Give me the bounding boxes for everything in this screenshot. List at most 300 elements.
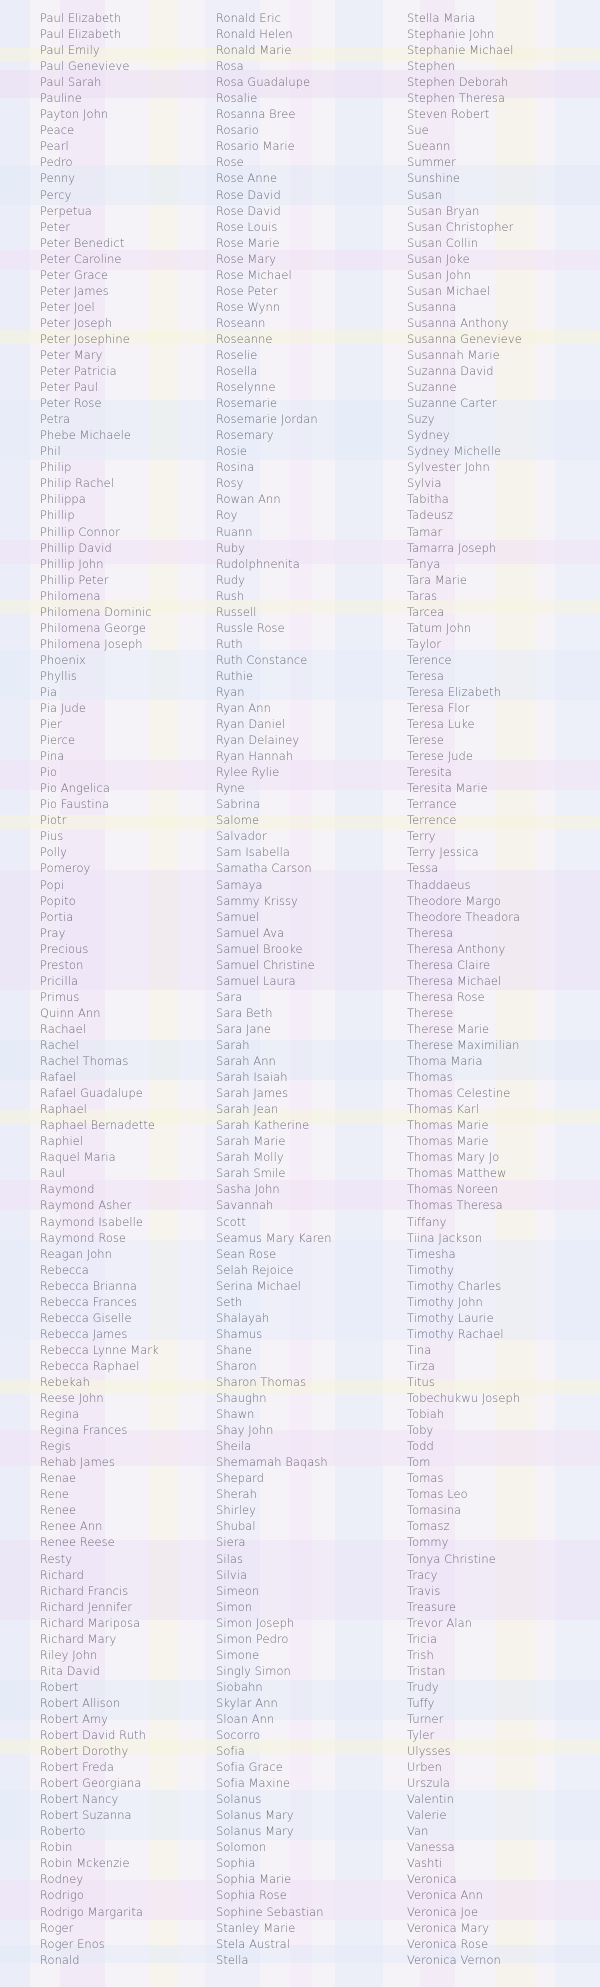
name-entry: Timothy Charles — [407, 1278, 502, 1293]
name-entry: Precious — [40, 941, 89, 956]
name-entry: Tamarra Joseph — [407, 540, 497, 555]
name-entry: Samuel — [216, 909, 260, 924]
name-entry: Sylvia — [407, 476, 442, 491]
name-entry: Samaya — [216, 877, 263, 892]
name-entry: Theresa Michael — [407, 973, 502, 988]
name-entry: Philomena George — [40, 620, 147, 635]
name-entry: Robert Nancy — [40, 1792, 119, 1807]
name-entry: Ryne — [216, 781, 245, 796]
name-entry: Summer — [407, 155, 456, 170]
name-entry: Philomena — [40, 588, 101, 603]
name-entry: Shemamah Baqash — [216, 1455, 328, 1470]
name-entry: Veronica — [407, 1872, 457, 1887]
name-entry: Peter Joel — [40, 299, 95, 314]
name-entry: Shamus — [216, 1326, 263, 1341]
name-entry: Rebecca Brianna — [40, 1278, 137, 1293]
name-entry: Theresa Rose — [407, 989, 485, 1004]
name-entry: Terese — [407, 733, 445, 748]
name-entry: Todd — [407, 1439, 434, 1454]
name-entry: Rosa Guadalupe — [216, 75, 311, 90]
name-entry: Tonya Christine — [407, 1551, 496, 1566]
name-entry: Rodrigo Margarita — [40, 1904, 143, 1919]
name-entry: Rose Anne — [216, 171, 278, 186]
name-entry: Tamar — [407, 524, 443, 539]
name-entry: Rehab James — [40, 1455, 115, 1470]
name-entry: Silvia — [216, 1567, 248, 1582]
name-entry: Valerie — [407, 1808, 447, 1823]
name-entry: Pedro — [40, 155, 73, 170]
name-entry: Ryan Delainey — [216, 733, 300, 748]
name-entry: Tabitha — [407, 492, 449, 507]
name-entry: Tomasz — [407, 1519, 450, 1534]
name-entry: Sloan Ann — [216, 1711, 275, 1726]
name-entry: Pierce — [40, 733, 76, 748]
name-entry: Solomon — [216, 1840, 267, 1855]
name-entry: Rose David — [216, 187, 281, 202]
name-entry: Rodrigo — [40, 1888, 84, 1903]
name-entry: Susan Christopher — [407, 219, 514, 234]
name-entry: Rosario — [216, 123, 259, 138]
name-entry: Thomas Karl — [407, 1102, 479, 1117]
name-entry: Rosina — [216, 460, 255, 475]
name-entry: Susanna Anthony — [407, 315, 509, 330]
name-entry: Stella Maria — [407, 11, 476, 25]
name-entry: Tatum John — [407, 620, 472, 635]
name-entry: Richard Jennifer — [40, 1599, 133, 1614]
name-entry: Terry Jessica — [407, 845, 479, 860]
name-entry: Preston — [40, 957, 84, 972]
name-entry: Treasure — [407, 1599, 457, 1614]
name-entry: Urszula — [407, 1776, 450, 1791]
name-entry: Renee — [40, 1503, 77, 1518]
name-entry: Rose Louis — [216, 219, 278, 234]
name-entry: Sasha John — [216, 1182, 280, 1197]
name-entry: Raul — [40, 1166, 66, 1181]
name-entry: Tessa — [407, 861, 439, 876]
name-entry: Richard Mary — [40, 1631, 117, 1646]
name-entry: Philomena Joseph — [40, 636, 143, 651]
name-entry: Turner — [407, 1711, 444, 1726]
name-entry: Pauline — [40, 91, 82, 106]
name-entry: Selah Rejoice — [216, 1262, 294, 1277]
name-entry: Roselie — [216, 347, 258, 362]
name-entry: Suzy — [407, 412, 435, 427]
name-entry: Richard — [40, 1567, 84, 1582]
name-entry: Rita David — [40, 1663, 101, 1678]
name-entry: Tricia — [407, 1631, 438, 1646]
name-entry: Sofia Grace — [216, 1760, 283, 1775]
name-entry: Robert — [40, 1679, 79, 1694]
name-entry: Stephanie John — [407, 27, 495, 42]
name-entry: Samuel Brooke — [216, 941, 303, 956]
name-entry: Phebe Michaele — [40, 428, 131, 443]
name-entry: Veronica Joe — [407, 1904, 479, 1919]
name-entry: Raphael — [40, 1102, 87, 1117]
name-entry: Reese John — [40, 1391, 104, 1406]
name-entry: Veronica Rose — [407, 1936, 489, 1951]
name-entry: Raquel Maria — [40, 1150, 116, 1165]
name-entry: Stephen Theresa — [407, 91, 506, 106]
name-entry: Ruthie — [216, 668, 254, 683]
name-entry: Sam Isabella — [216, 845, 290, 860]
name-entry: Terence — [407, 652, 452, 667]
name-entry: Siera — [216, 1535, 246, 1550]
name-entry: Resty — [40, 1551, 73, 1566]
name-entry: Theodore Theadora — [407, 909, 521, 924]
name-entry: Renee Reese — [40, 1535, 115, 1550]
name-entry: Rose — [216, 155, 244, 170]
name-entry: Travis — [407, 1583, 441, 1598]
name-entry: Regina Frances — [40, 1423, 128, 1438]
name-entry: Pina — [40, 749, 65, 764]
name-entry: Paul Elizabeth — [40, 11, 122, 25]
name-entry: Phillip John — [40, 556, 104, 571]
name-entry: Susan Michael — [407, 283, 491, 298]
name-entry: Trevor Alan — [407, 1615, 472, 1630]
name-entry: Sherah — [216, 1487, 257, 1502]
name-entry: Piotr — [40, 813, 67, 828]
name-entry: Raymond Isabelle — [40, 1214, 143, 1229]
name-entry: Siobahn — [216, 1679, 263, 1694]
name-entry: Solanus Mary — [216, 1808, 294, 1823]
name-entry: Peter Benedict — [40, 235, 125, 250]
name-entry: Rosalie — [216, 91, 258, 106]
name-entry: Serina Michael — [216, 1278, 301, 1293]
name-entry: Sue — [407, 123, 429, 138]
name-entry: Veronica Mary — [407, 1920, 490, 1935]
name-entry: Thomas Marie — [407, 1134, 489, 1149]
name-entry: Ryan Hannah — [216, 749, 294, 764]
name-entry: Therese Maximilian — [407, 1038, 520, 1052]
name-entry: Sofia Maxine — [216, 1776, 291, 1791]
name-entry: Paul Emily — [40, 43, 100, 58]
name-entry: Tobechukwu Joseph — [407, 1391, 521, 1406]
name-column-3 — [407, 10, 522, 1968]
name-entry: Shepard — [216, 1471, 265, 1486]
name-entry: Shane — [216, 1342, 253, 1357]
name-entry: Tobiah — [407, 1407, 445, 1422]
name-entry: Thomas Mary Jo — [407, 1150, 500, 1165]
name-entry: Tristan — [407, 1663, 446, 1678]
name-entry: Tiffany — [407, 1214, 447, 1229]
name-entry: Pier — [40, 717, 62, 732]
name-entry: Sarah James — [216, 1086, 289, 1101]
name-entry: Rebecca Lynne Mark — [40, 1342, 159, 1357]
name-entry: Timothy John — [407, 1294, 483, 1309]
name-entry: Teresa — [407, 668, 444, 683]
name-entry: Rebecca Raphael — [40, 1358, 140, 1373]
name-entry: Sara Beth — [216, 1005, 273, 1020]
name-entry: Valentin — [407, 1792, 454, 1807]
name-entry: Tanya — [407, 556, 441, 571]
name-entry: Teresita Marie — [407, 781, 488, 796]
name-entry: Tirza — [407, 1358, 435, 1373]
name-entry: Ronald Helen — [216, 27, 293, 42]
name-entry: Sophia Marie — [216, 1872, 292, 1887]
name-entry: Sarah — [216, 1038, 250, 1052]
name-entry: Salome — [216, 813, 260, 828]
name-entry: Tiina Jackson — [407, 1230, 483, 1245]
name-entry: Stephen — [407, 59, 456, 74]
name-entry: Peter James — [40, 283, 109, 298]
name-entry: Sophine Sebastian — [216, 1904, 324, 1919]
name-entry: Van — [407, 1824, 429, 1839]
name-entry: Rose Mary — [216, 251, 277, 266]
name-entry: Rosario Marie — [216, 139, 295, 154]
name-entry: Pius — [40, 829, 64, 844]
name-entry: Rodney — [40, 1872, 84, 1887]
name-entry: Tomasina — [407, 1503, 462, 1518]
name-entry: Rosa — [216, 59, 244, 74]
name-entry: Robin Mckenzie — [40, 1856, 130, 1871]
name-entry: Shawn — [216, 1407, 255, 1422]
name-entry: Sabrina — [216, 797, 261, 812]
name-entry: Theresa — [407, 925, 454, 940]
name-entry: Regis — [40, 1439, 71, 1454]
name-entry: Timesha — [407, 1246, 456, 1261]
name-entry: Sarah Isaiah — [216, 1070, 288, 1085]
name-entry: Simone — [216, 1647, 260, 1662]
name-entry: Rosemary — [216, 428, 274, 443]
name-entry: Rush — [216, 588, 245, 603]
name-entry: Sarah Molly — [216, 1150, 284, 1165]
name-entry: Raymond Asher — [40, 1198, 132, 1213]
name-entry: Terrance — [407, 797, 457, 812]
name-entry: Pray — [40, 925, 66, 940]
name-entry: Phyllis — [40, 668, 77, 683]
name-entry: Peter — [40, 219, 71, 234]
name-entry: Richard Mariposa — [40, 1615, 141, 1630]
name-entry: Tuffy — [407, 1695, 435, 1710]
name-entry: Ronald — [40, 1952, 80, 1967]
name-entry: Simon — [216, 1599, 253, 1614]
name-entry: Scott — [216, 1214, 246, 1229]
name-entry: Tara Marie — [407, 572, 467, 587]
name-entry: Rebecca James — [40, 1326, 128, 1341]
name-entry: Solanus Mary — [216, 1824, 294, 1839]
name-entry: Rachel Thomas — [40, 1054, 129, 1069]
name-entry: Rafael — [40, 1070, 77, 1085]
name-entry: Phoenix — [40, 652, 86, 667]
name-entry: Rosella — [216, 364, 258, 379]
name-entry: Ruth Constance — [216, 652, 308, 667]
name-entry: Robert Freda — [40, 1760, 114, 1775]
name-entry: Sammy Krissy — [216, 893, 298, 908]
name-entry: Ryan Ann — [216, 701, 271, 716]
name-entry: Susanna Genevieve — [407, 331, 522, 346]
name-entry: Sarah Marie — [216, 1134, 286, 1149]
name-entry: Rose David — [216, 203, 281, 218]
name-entry: Rebecca Frances — [40, 1294, 138, 1309]
name-entry: Roselynne — [216, 380, 276, 395]
name-entry: Robert Allison — [40, 1695, 121, 1710]
name-entry: Solanus — [216, 1792, 262, 1807]
name-entry: Suzanna David — [407, 364, 494, 379]
name-entry: Theresa Anthony — [407, 941, 506, 956]
name-entry: Peter Paul — [40, 380, 98, 395]
name-entry: Rebecca Giselle — [40, 1310, 132, 1325]
name-entry: Robert Suzanna — [40, 1808, 132, 1823]
name-entry: Sophia Rose — [216, 1888, 287, 1903]
name-entry: Sheila — [216, 1439, 252, 1454]
name-entry: Pio Faustina — [40, 797, 110, 812]
name-entry: Rose Michael — [216, 267, 292, 282]
name-entry: Socorro — [216, 1728, 261, 1743]
name-entry: Philip Rachel — [40, 476, 115, 491]
name-entry: Riley John — [40, 1647, 98, 1662]
name-entry: Sydney — [407, 428, 450, 443]
name-entry: Rosemarie Jordan — [216, 412, 318, 427]
name-entry: Popito — [40, 893, 76, 908]
name-entry: Roy — [216, 508, 238, 523]
name-entry: Terry — [407, 829, 436, 844]
name-entry: Toby — [407, 1423, 434, 1438]
name-entry: Tommy — [407, 1535, 449, 1550]
name-entry: Titus — [407, 1374, 435, 1389]
name-entry: Roseanne — [216, 331, 273, 346]
name-entry: Simon Pedro — [216, 1631, 289, 1646]
name-entry: Samuel Christine — [216, 957, 315, 972]
name-entry: Peter Josephine — [40, 331, 130, 346]
name-entry: Sara Jane — [216, 1021, 271, 1036]
name-entry: Rachel — [40, 1038, 79, 1052]
name-entry: Robert Amy — [40, 1711, 109, 1726]
name-entry: Thomas Theresa — [407, 1198, 503, 1213]
name-entry: Shay John — [216, 1423, 274, 1438]
name-entry: Rylee Rylie — [216, 765, 280, 780]
name-entry: Phillip Connor — [40, 524, 121, 539]
name-entry: Perpetua — [40, 203, 92, 218]
name-entry: Tom — [407, 1455, 431, 1470]
name-entry: Peter Mary — [40, 347, 103, 362]
name-entry: Timothy Laurie — [407, 1310, 494, 1325]
name-entry: Rosanna Bree — [216, 107, 296, 122]
name-entry: Sunshine — [407, 171, 461, 186]
name-entry: Phillip David — [40, 540, 112, 555]
name-entry: Veronica Vernon — [407, 1952, 501, 1967]
names-list — [0, 10, 600, 1980]
name-entry: Robin — [40, 1840, 73, 1855]
name-entry: Taylor — [407, 636, 442, 651]
name-entry: Susan Collin — [407, 235, 479, 250]
name-entry: Ronald Eric — [216, 11, 281, 25]
name-entry: Vashti — [407, 1856, 443, 1871]
name-entry: Shirley — [216, 1503, 256, 1518]
name-entry: Veronica Ann — [407, 1888, 483, 1903]
name-entry: Paul Sarah — [40, 75, 102, 90]
name-entry: Sydney Michelle — [407, 444, 502, 459]
name-entry: Peter Patricia — [40, 364, 117, 379]
name-entry: Thoma Maria — [407, 1054, 483, 1069]
name-entry: Rowan Ann — [216, 492, 281, 507]
name-entry: Thomas Celestine — [407, 1086, 511, 1101]
name-entry: Phillip Peter — [40, 572, 109, 587]
name-entry: Sarah Smile — [216, 1166, 286, 1181]
name-entry: Percy — [40, 187, 72, 202]
name-entry: Sarah Katherine — [216, 1118, 310, 1133]
name-entry: Paul Genevieve — [40, 59, 130, 74]
name-entry: Ruth — [216, 636, 243, 651]
name-entry: Rene — [40, 1487, 70, 1502]
name-entry: Tina — [407, 1342, 432, 1357]
name-entry: Penny — [40, 171, 76, 186]
name-entry: Raymond Rose — [40, 1230, 127, 1245]
name-entry: Terese Jude — [407, 749, 473, 764]
name-entry: Teresa Elizabeth — [407, 684, 502, 699]
name-entry: Vanessa — [407, 1840, 455, 1855]
name-entry: Susannah Marie — [407, 347, 500, 362]
name-entry: Peter Rose — [40, 396, 102, 411]
name-entry: Peace — [40, 123, 75, 138]
name-entry: Simon Joseph — [216, 1615, 295, 1630]
name-entry: Rebecca — [40, 1262, 89, 1277]
name-entry: Sofia — [216, 1744, 245, 1759]
name-entry: Pricilla — [40, 973, 79, 988]
name-entry: Therese — [407, 1005, 454, 1020]
name-entry: Robert Dorothy — [40, 1744, 129, 1759]
name-entry: Shalayah — [216, 1310, 270, 1325]
name-entry: Susan Joke — [407, 251, 470, 266]
name-entry: Ulysses — [407, 1744, 451, 1759]
name-entry: Tadeusz — [407, 508, 454, 523]
name-entry: Urben — [407, 1760, 442, 1775]
name-entry: Ryan — [216, 684, 245, 699]
name-entry: Ruby — [216, 540, 245, 555]
name-entry: Sophia — [216, 1856, 256, 1871]
name-entry: Susan Bryan — [407, 203, 480, 218]
name-entry: Primus — [40, 989, 80, 1004]
name-entry: Suzanne Carter — [407, 396, 497, 411]
name-entry: Samatha Carson — [216, 861, 312, 876]
name-entry: Sean Rose — [216, 1246, 277, 1261]
name-entry: Theodore Margo — [407, 893, 501, 908]
name-entry: Sarah Jean — [216, 1102, 279, 1117]
name-entry: Pomeroy — [40, 861, 91, 876]
name-entry: Thomas Noreen — [407, 1182, 499, 1197]
name-entry: Stela Austral — [216, 1936, 291, 1951]
name-entry: Sara — [216, 989, 243, 1004]
name-entry: Susan — [407, 187, 443, 202]
name-entry: Paul Elizabeth — [40, 27, 122, 42]
name-entry: Rosemarie — [216, 396, 278, 411]
name-entry: Stanley Marie — [216, 1920, 296, 1935]
name-entry: Teresita — [407, 765, 452, 780]
name-entry: Rudy — [216, 572, 245, 587]
name-entry: Quinn Ann — [40, 1005, 101, 1020]
name-entry: Ronald Marie — [216, 43, 292, 58]
name-entry: Timothy — [407, 1262, 454, 1277]
name-entry: Steven Robert — [407, 107, 490, 122]
name-entry: Stella — [216, 1952, 249, 1967]
name-entry: Ryan Daniel — [216, 717, 286, 732]
name-entry: Terrence — [407, 813, 457, 828]
name-entry: Renee Ann — [40, 1519, 103, 1534]
name-entry: Peter Joseph — [40, 315, 113, 330]
name-entry: Peter Caroline — [40, 251, 122, 266]
name-entry: Raphiel — [40, 1134, 84, 1149]
name-entry: Timothy Rachael — [407, 1326, 504, 1341]
name-entry: Singly Simon — [216, 1663, 291, 1678]
name-entry: Roger — [40, 1920, 74, 1935]
name-entry: Rebekah — [40, 1374, 90, 1389]
name-entry: Portia — [40, 909, 74, 924]
name-entry: Shubal — [216, 1519, 256, 1534]
name-entry: Pio Angelica — [40, 781, 110, 796]
name-entry: Philippa — [40, 492, 86, 507]
name-column-1 — [40, 10, 159, 1968]
name-column-2 — [216, 10, 332, 1968]
name-entry: Seth — [216, 1294, 243, 1309]
